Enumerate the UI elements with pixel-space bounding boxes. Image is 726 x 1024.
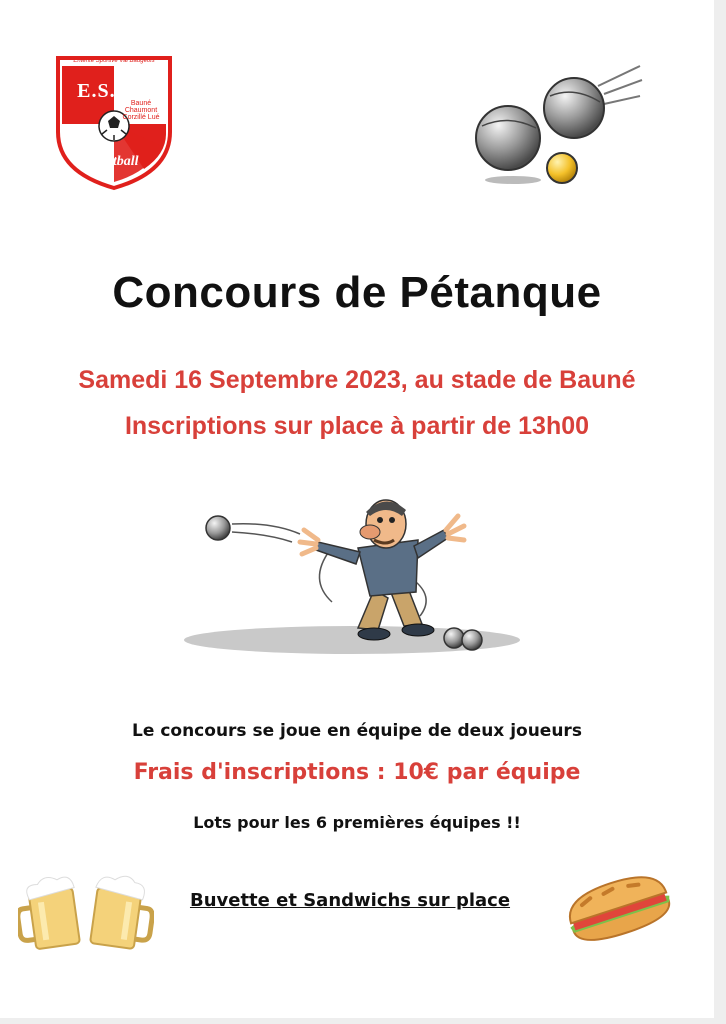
registration-line: Inscriptions sur place à partir de 13h00	[124, 412, 590, 440]
logo-places: Bauné Chaumont Corzillé Lué	[122, 100, 160, 121]
refreshments-text: Buvette et Sandwichs sur place	[189, 890, 511, 911]
sandwich-icon	[562, 860, 674, 952]
page-title: Concours de Pétanque	[112, 268, 602, 317]
logo-sport: Football	[89, 154, 139, 169]
beer-mugs-icon	[18, 866, 154, 956]
club-logo	[54, 54, 174, 192]
fees-text: Frais d'inscriptions : 10€ par équipe	[133, 760, 581, 785]
event-date-line: Samedi 16 Septembre 2023, au stade de Bauné	[78, 366, 636, 394]
logo-initials: E.S.V.B	[77, 80, 149, 102]
petanque-balls-icon	[458, 56, 648, 196]
team-info-text: Le concours se joue en équipe de deux joueurs	[132, 721, 582, 741]
prizes-text: Lots pour les 6 premières équipes !!	[193, 813, 521, 832]
petanque-player-illustration	[182, 490, 532, 665]
logo-motto: Entente Sportive Val Baugeois	[73, 58, 155, 64]
